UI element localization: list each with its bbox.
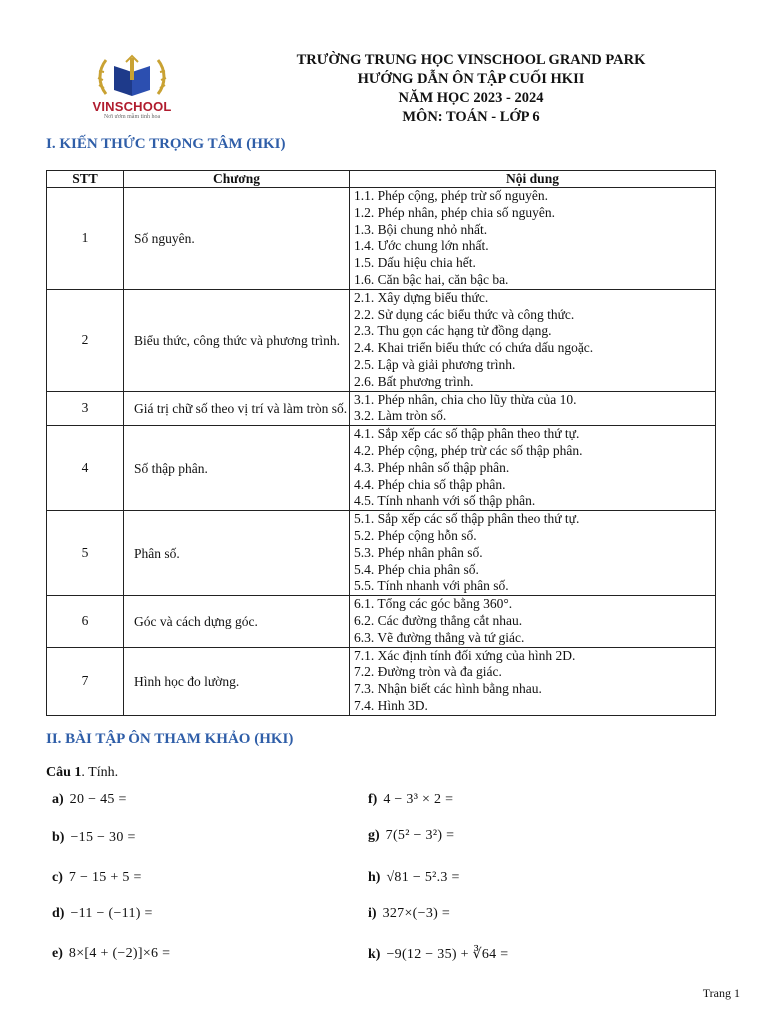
row-content — [350, 391, 716, 426]
row-content — [350, 511, 716, 596]
content-item: 5.3. Phép nhân phân số. — [354, 544, 483, 560]
exercise-label: f) — [368, 792, 378, 807]
content-item: 5.2. Phép cộng hỗn số. — [354, 527, 477, 543]
row-stt: 7 — [47, 647, 124, 715]
table-row — [47, 647, 716, 715]
section-title-knowledge: I. KIẾN THỨC TRỌNG TÂM (HKI) — [46, 136, 286, 152]
school-name: TRƯỜNG TRUNG HỌC VINSCHOOL GRAND PARK — [296, 52, 646, 68]
content-item: 1.4. Ước chung lớn nhất. — [354, 238, 489, 254]
exercise-expression: −11 − (−11) = — [70, 906, 153, 921]
exercise-b — [52, 830, 136, 846]
subject-grade: MÔN: TOÁN - LỚP 6 — [402, 109, 540, 125]
exercise-c — [52, 870, 142, 886]
content-item: 4.5. Tính nhanh với số thập phân. — [354, 493, 536, 509]
section-title-exercises: II. BÀI TẬP ÔN THAM KHẢO (HKI) — [46, 731, 294, 747]
content-item: 1.6. Căn bậc hai, căn bậc ba. — [354, 271, 509, 287]
row-content — [350, 596, 716, 647]
content-item: 6.3. Vẽ đường thẳng và tứ giác. — [354, 629, 525, 645]
table-row — [47, 289, 716, 391]
row-chapter: Số thập phân. — [124, 426, 350, 511]
content-item: 5.1. Sắp xếp các số thập phân theo thứ tự. — [354, 511, 580, 527]
row-stt: 6 — [47, 596, 124, 647]
content-item: 6.1. Tổng các góc bằng 360°. — [354, 596, 513, 612]
exercise-h — [368, 870, 460, 886]
content-item: 7.1. Xác định tính đối xứng của hình 2D. — [354, 647, 576, 663]
content-item: 3.2. Làm tròn số. — [354, 408, 447, 424]
exercise-label: b) — [52, 830, 65, 845]
table-row — [47, 596, 716, 647]
school-year: NĂM HỌC 2023 - 2024 — [398, 90, 544, 106]
table-header-row — [47, 171, 716, 188]
content-item: 5.5. Tính nhanh với phân số. — [354, 578, 509, 594]
exercise-expression: 20 − 45 = — [69, 792, 127, 807]
topics-table — [46, 170, 716, 716]
row-stt: 5 — [47, 511, 124, 596]
content-item: 4.2. Phép cộng, phép trừ các số thập phân. — [354, 442, 583, 458]
exercise-expression: 327×(−3) = — [382, 906, 451, 921]
row-content — [350, 426, 716, 511]
row-stt: 3 — [47, 391, 124, 426]
content-item: 2.4. Khai triển biểu thức có chứa dấu ngoặc. — [354, 340, 594, 356]
table-row — [47, 391, 716, 426]
exercise-label: c) — [52, 870, 63, 885]
header-content: Nội dung — [350, 171, 716, 188]
exercise-d — [52, 906, 153, 922]
content-item: 2.2. Sử dụng các biểu thức và công thức. — [354, 306, 575, 322]
exercise-label: g) — [368, 828, 380, 843]
exercise-g — [368, 828, 454, 844]
document-header — [236, 51, 706, 127]
content-item: 4.3. Phép nhân số thập phân. — [354, 459, 510, 475]
exercise-expression: √81 − 5².3 = — [386, 870, 460, 885]
content-item: 7.4. Hình 3D. — [354, 697, 428, 713]
content-item: 1.1. Phép cộng, phép trừ số nguyên. — [354, 188, 549, 203]
exercise-expression: −15 − 30 = — [70, 830, 136, 845]
exercise-expression: 7(5² − 3²) = — [385, 828, 455, 843]
exercise-e — [52, 946, 170, 962]
content-item: 4.1. Sắp xếp các số thập phân theo thứ tự. — [354, 426, 580, 442]
row-content — [350, 647, 716, 715]
exercise-a — [52, 792, 127, 808]
exercise-label: a) — [52, 792, 64, 807]
row-chapter: Số nguyên. — [124, 188, 350, 290]
content-item: 6.2. Các đường thẳng cắt nhau. — [354, 612, 523, 628]
exercise-expression: −9(12 − 35) + ∛64 = — [386, 947, 509, 962]
row-stt: 2 — [47, 289, 124, 391]
content-item: 2.3. Thu gọn các hạng tử đồng dạng. — [354, 323, 552, 339]
logo-wordmark: VINSCHOOL — [92, 99, 172, 114]
exercise-k — [368, 946, 508, 963]
content-item: 5.4. Phép chia phân số. — [354, 561, 479, 577]
exercise-expression: 8×[4 + (−2)]×6 = — [68, 946, 171, 961]
question-1 — [46, 765, 118, 781]
exercise-label: e) — [52, 946, 63, 961]
content-item: 1.5. Dấu hiệu chia hết. — [354, 255, 476, 271]
row-stt: 4 — [47, 426, 124, 511]
exercise-label: k) — [368, 947, 381, 962]
row-chapter: Hình học đo lường. — [124, 647, 350, 715]
content-item: 7.3. Nhận biết các hình bằng nhau. — [354, 681, 542, 697]
row-stt: 1 — [47, 188, 124, 290]
row-chapter: Góc và cách dựng góc. — [124, 596, 350, 647]
table-row — [47, 188, 716, 290]
content-item: 2.6. Bất phương trình. — [354, 373, 474, 389]
school-logo — [86, 52, 178, 124]
page-number: Trang 1 — [702, 986, 740, 1000]
row-content — [350, 188, 716, 290]
content-item: 2.5. Lập và giải phương trình. — [354, 356, 516, 372]
header-chapter: Chương — [124, 171, 350, 188]
header-stt: STT — [47, 171, 124, 188]
row-chapter: Giá trị chữ số theo vị trí và làm tròn số. — [124, 391, 350, 426]
table-row — [47, 511, 716, 596]
exercise-expression: 4 − 3³ × 2 = — [383, 792, 454, 807]
row-chapter: Phân số. — [124, 511, 350, 596]
exercise-label: d) — [52, 906, 65, 921]
exercise-label: i) — [368, 906, 377, 921]
exercise-f — [368, 792, 453, 808]
content-item: 7.2. Đường tròn và đa giác. — [354, 664, 502, 680]
logo-tagline: Nơi ươm mầm tinh hoa — [103, 114, 161, 120]
content-item: 4.4. Phép chia số thập phân. — [354, 476, 506, 492]
book-crest-icon — [86, 52, 178, 102]
row-chapter: Biểu thức, công thức và phương trình. — [124, 289, 350, 391]
table-row — [47, 426, 716, 511]
question-label: Câu 1 — [46, 765, 82, 780]
document-title: HƯỚNG DẪN ÔN TẬP CUỐI HKII — [357, 71, 585, 87]
content-item: 1.2. Phép nhân, phép chia số nguyên. — [354, 204, 555, 220]
content-item: 2.1. Xây dựng biểu thức. — [354, 289, 489, 305]
exercise-expression: 7 − 15 + 5 = — [68, 870, 142, 885]
content-item: 3.1. Phép nhân, chia cho lũy thừa của 10. — [354, 391, 577, 407]
exercise-label: h) — [368, 870, 381, 885]
exercise-i — [368, 906, 450, 922]
question-text: . Tính. — [81, 765, 119, 780]
row-content — [350, 289, 716, 391]
content-item: 1.3. Bội chung nhỏ nhất. — [354, 221, 488, 237]
